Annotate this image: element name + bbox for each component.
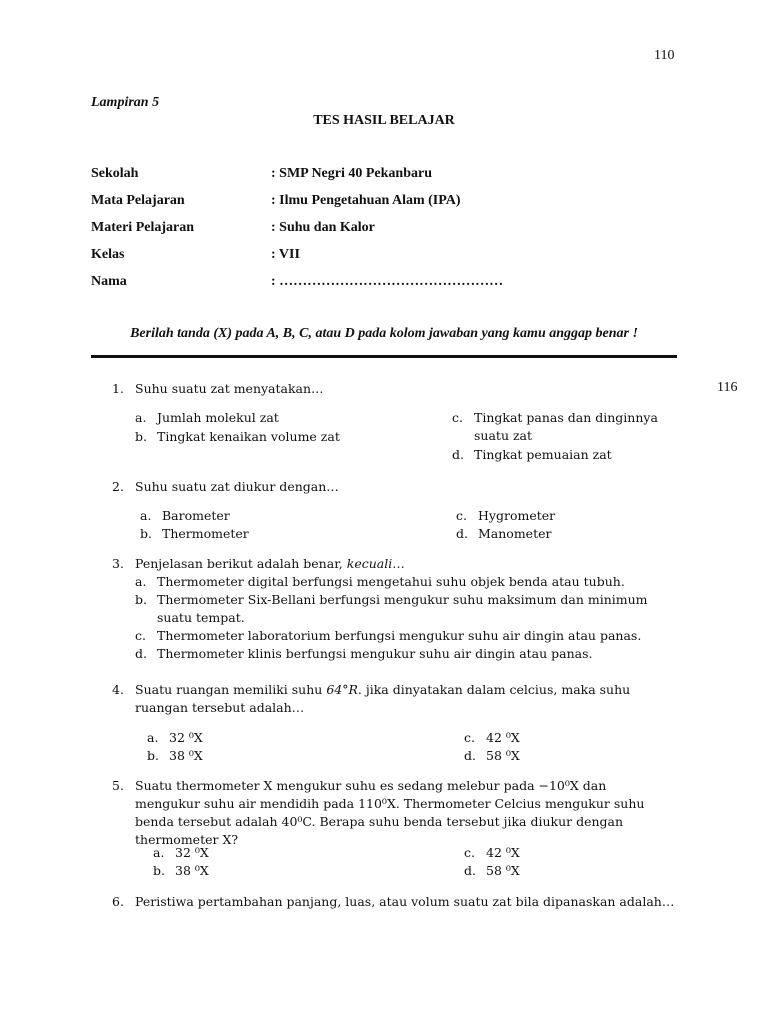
q3-option-b[interactable]: b. Thermometer Six-Bellani berfungsi mengukur suhu maksimum dan minimum suatu tempat.: [135, 592, 648, 625]
q1-option-d[interactable]: d. Tingkat pemuaian zat: [452, 447, 612, 462]
info-row-kelas: Kelas : VII: [91, 247, 300, 262]
q2-option-c[interactable]: c. Hygrometer: [456, 508, 556, 523]
appendix-label: Lampiran 5: [91, 95, 160, 110]
q5-option-a[interactable]: a. 32 ⁰X: [153, 845, 209, 860]
instruction: Berilah tanda (X) pada A, B, C, atau D pada kolom jawaban yang kamu anggap benar !: [130, 326, 638, 341]
info-row-materi: Materi Pelajaran : Suhu dan Kalor: [91, 220, 375, 235]
q4-option-a[interactable]: a. 32 ⁰X: [147, 730, 203, 745]
info-row-nama: Nama : …………………………………………: [91, 274, 504, 289]
q5-option-d[interactable]: d. 58 ⁰X: [464, 863, 520, 878]
math-temperature: 64°R: [326, 682, 358, 697]
page-number: 110: [654, 48, 675, 63]
q4-option-d[interactable]: d. 58 ⁰X: [464, 748, 520, 763]
q5-option-b[interactable]: b. 38 ⁰X: [153, 863, 209, 878]
info-table: [91, 166, 503, 301]
divider: [91, 355, 677, 358]
info-row-sekolah: Sekolah : SMP Negri 40 Pekanbaru: [91, 166, 432, 181]
page-title: TES HASIL BELAJAR: [313, 113, 455, 128]
q3-option-c[interactable]: c. Thermometer laboratorium berfungsi mengukur suhu air dingin atau panas.: [135, 628, 642, 643]
q3-option-d[interactable]: d. Thermometer klinis berfungsi mengukur suhu air dingin atau panas.: [135, 646, 593, 661]
q3-option-a[interactable]: a. Thermometer digital berfungsi mengetahui suhu objek benda atau tubuh.: [135, 574, 625, 589]
q4-option-c[interactable]: c. 42 ⁰X: [464, 730, 520, 745]
info-row-mapel: Mata Pelajaran : Ilmu Pengetahuan Alam (IPA): [91, 193, 461, 208]
q5-option-c[interactable]: c. 42 ⁰X: [464, 845, 520, 860]
q2-option-d[interactable]: d. Manometer: [456, 526, 552, 541]
q1-option-b[interactable]: b. Tingkat kenaikan volume zat: [135, 429, 340, 444]
q1-option-c[interactable]: c. Tingkat panas dan dinginnya suatu zat: [452, 410, 658, 443]
side-page-number: 116: [717, 380, 738, 395]
q2-option-b[interactable]: b. Thermometer: [140, 526, 249, 541]
q2-option-a[interactable]: a. Barometer: [140, 508, 230, 523]
q4-option-b[interactable]: b. 38 ⁰X: [147, 748, 203, 763]
q1-option-a[interactable]: a. Jumlah molekul zat: [135, 410, 279, 425]
